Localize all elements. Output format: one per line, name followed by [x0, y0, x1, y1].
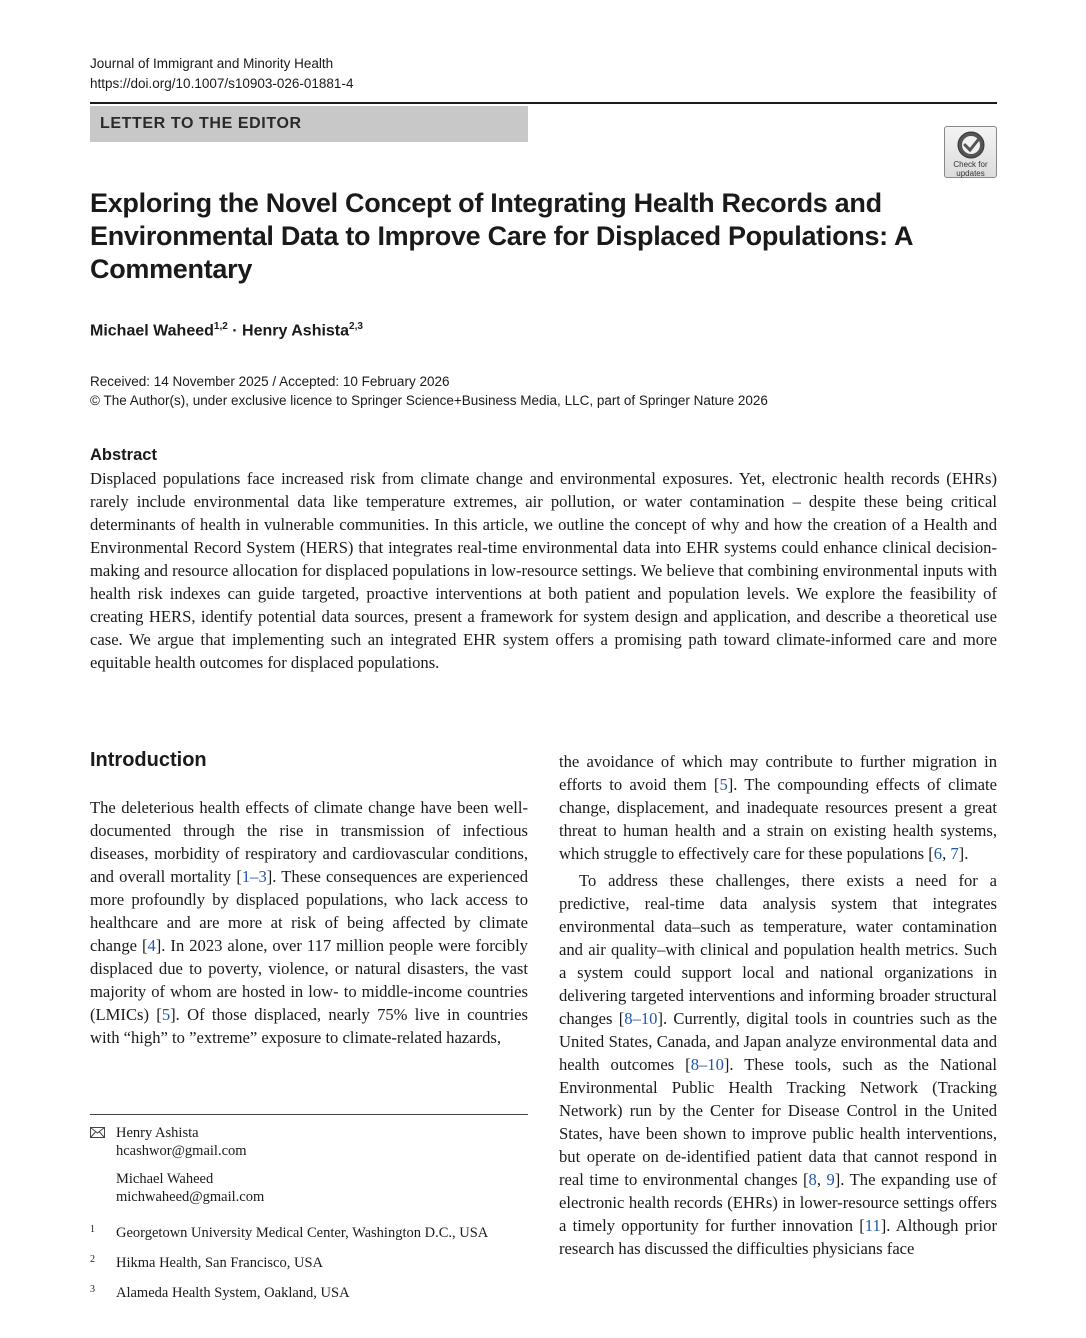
paragraph-text: , [816, 1170, 827, 1189]
paragraph-text: ]. These tools, such as the National Environmental Public Health Tracking Network (Tracking Network) run by the Center for Disease Control in the United States, have been shown to improve public health interventions, but operate on de-identified patient data that cannot respond in real time to environmental changes [ [559, 1055, 997, 1189]
introduction-heading: Introduction [90, 749, 207, 771]
envelope-icon [90, 1127, 105, 1138]
affiliation-number: 3 [90, 1284, 95, 1295]
badge-line-2: updates [956, 169, 985, 178]
affiliation-number: 2 [90, 1254, 95, 1265]
badge-line-1: Check for [953, 160, 988, 169]
journal-name: Journal of Immigrant and Minority Health [90, 56, 334, 71]
paragraph-text: ]. Of those displaced, nearly 75% live in countries with “high” to ”extreme” exposure to climate-related hazards, [90, 1005, 529, 1047]
citation-link[interactable]: 8–10 [690, 1055, 724, 1074]
contact-email[interactable]: michwaheed@gmail.com [116, 1189, 265, 1205]
citation-link[interactable]: 11 [864, 1216, 881, 1235]
header-rule [90, 102, 997, 104]
citation-link[interactable]: 5 [161, 1005, 171, 1024]
paragraph-text: ]. The compounding effects of climate change, displacement, and inadequate resources present a great threat to human health and a strain on existing health systems, which struggle to effectively care for these populations [ [559, 775, 997, 863]
affiliation [90, 1254, 528, 1272]
contact-name: Michael Waheed [116, 1171, 214, 1187]
abstract-text: Displaced populations face increased risk from climate change and environmental exposures. Yet, electronic health records (EHRs) rarely include environmental data like temperature extremes, air pollution, or water contamination – despite these being critical determinants of health in vulnerable communities. In this article, we outline the concept of why and how the creation of a Health and Environmental Record System (HERS) that integrates real-time environmental data into EHR systems could enhance clinical decision-making and resource allocation for displaced populations in low-resource settings. We believe that combining environmental inputs with health risk indexes can guide targeted, proactive interventions at both patient and population levels. We explore the feasibility of creating HERS, identify potential data sources, present a framework for system design and application, and describe a theoretical use case. We argue that implementing such an integrated EHR system offers a promising path toward climate-informed care and more equitable health outcomes for displaced populations. [90, 469, 997, 672]
citation-link[interactable]: 1–3 [241, 867, 267, 886]
citation-link[interactable]: 5 [719, 775, 728, 794]
author-affil: 1,2 [213, 321, 228, 332]
author-name[interactable]: Michael Waheed [90, 322, 214, 340]
citation-link[interactable]: 8–10 [624, 1009, 658, 1028]
affiliation [90, 1284, 528, 1302]
intro-paragraph [559, 869, 997, 1260]
footnote-rule [90, 1114, 528, 1115]
doi-link[interactable]: https://doi.org/10.1007/s10903-026-01881-4 [90, 76, 354, 91]
affiliation [90, 1224, 528, 1242]
paragraph-text: ]. In 2023 alone, over 117 million people were forcibly displaced due to poverty, violence, or natural disasters, the vast majority of whom are hosted in low- to middle-income countries (LMICs) [ [90, 936, 528, 1024]
left-column [90, 796, 528, 1049]
paragraph-text: , [942, 844, 951, 863]
author-list [90, 314, 363, 344]
intro-paragraph [90, 796, 528, 1049]
paragraph-text: the avoidance of which may contribute to further migration in efforts to avoid them [ [559, 752, 997, 794]
contact-entry [90, 1124, 528, 1160]
author-separator: · [232, 322, 238, 340]
check-for-updates-badge[interactable] [944, 126, 997, 178]
affiliation-text: Alameda Health System, Oakland, USA [116, 1285, 350, 1301]
citation-link[interactable]: 6 [933, 844, 943, 863]
article-title: Exploring the Novel Concept of Integrating Health Records and Environmental Data to Improve Care for Displaced Populations: A Commentary [90, 188, 913, 284]
paragraph-text: ]. Currently, digital tools in countries such as the United States, Canada, and Japan analyze environmental data and health outcomes [ [559, 1009, 997, 1074]
received-accepted: Received: 14 November 2025 / Accepted: 10 February 2026 [90, 374, 450, 389]
check-for-updates-icon [956, 130, 986, 160]
paragraph-text: ]. [958, 844, 969, 863]
author-affil: 2,3 [349, 321, 363, 332]
right-column [559, 750, 997, 1260]
paragraph-text: To address these challenges, there exists a need for a predictive, real-time data analysis system that integrates environmental data–such as temperature, water contamination and air quality–with clinical and population health metrics. Such a system could support local and national organizations in delivering targeted interventions and informing broader structural changes [ [559, 871, 997, 1028]
abstract-heading: Abstract [90, 446, 157, 464]
article-dates [90, 372, 768, 410]
intro-paragraph [559, 750, 997, 865]
contact-email[interactable]: hcashwor@gmail.com [116, 1143, 247, 1159]
contact-name: Henry Ashista [116, 1125, 199, 1141]
citation-link[interactable]: 9 [826, 1170, 835, 1189]
paragraph-text: The deleterious health effects of climate change have been well-documented through the rise in transmission of infectious diseases, morbidity of respiratory and cardiovascular conditions, and overall mortality [ [90, 798, 528, 886]
footnotes [90, 1124, 528, 1302]
copyright-notice: © The Author(s), under exclusive licence to Springer Science+Business Media, LLC, part of Springer Nature 2026 [90, 393, 768, 408]
paragraph-text: ]. These consequences are experienced more profoundly by displaced populations, who lack access to healthcare and are more at risk of being affected by climate change [ [90, 867, 528, 955]
author-name[interactable]: Henry Ashista [242, 322, 350, 340]
citation-link[interactable]: 8 [808, 1170, 817, 1189]
citation-link[interactable]: 7 [950, 844, 959, 863]
affiliation-text: Hikma Health, San Francisco, USA [116, 1255, 323, 1271]
paragraph-text: ]. Although prior research has discussed the difficulties physicians face [559, 1216, 997, 1258]
citation-link[interactable]: 4 [147, 936, 156, 955]
article-type-banner: LETTER TO THE EDITOR [90, 106, 528, 142]
paragraph-text: ]. The expanding use of electronic health records (EHRs) in lower-resource settings offers a timely opportunity for further innovation [ [559, 1170, 997, 1235]
affiliation-number: 1 [90, 1224, 95, 1235]
contact-entry [90, 1170, 528, 1206]
journal-header [90, 54, 353, 94]
affiliation-text: Georgetown University Medical Center, Washington D.C., USA [116, 1225, 489, 1241]
